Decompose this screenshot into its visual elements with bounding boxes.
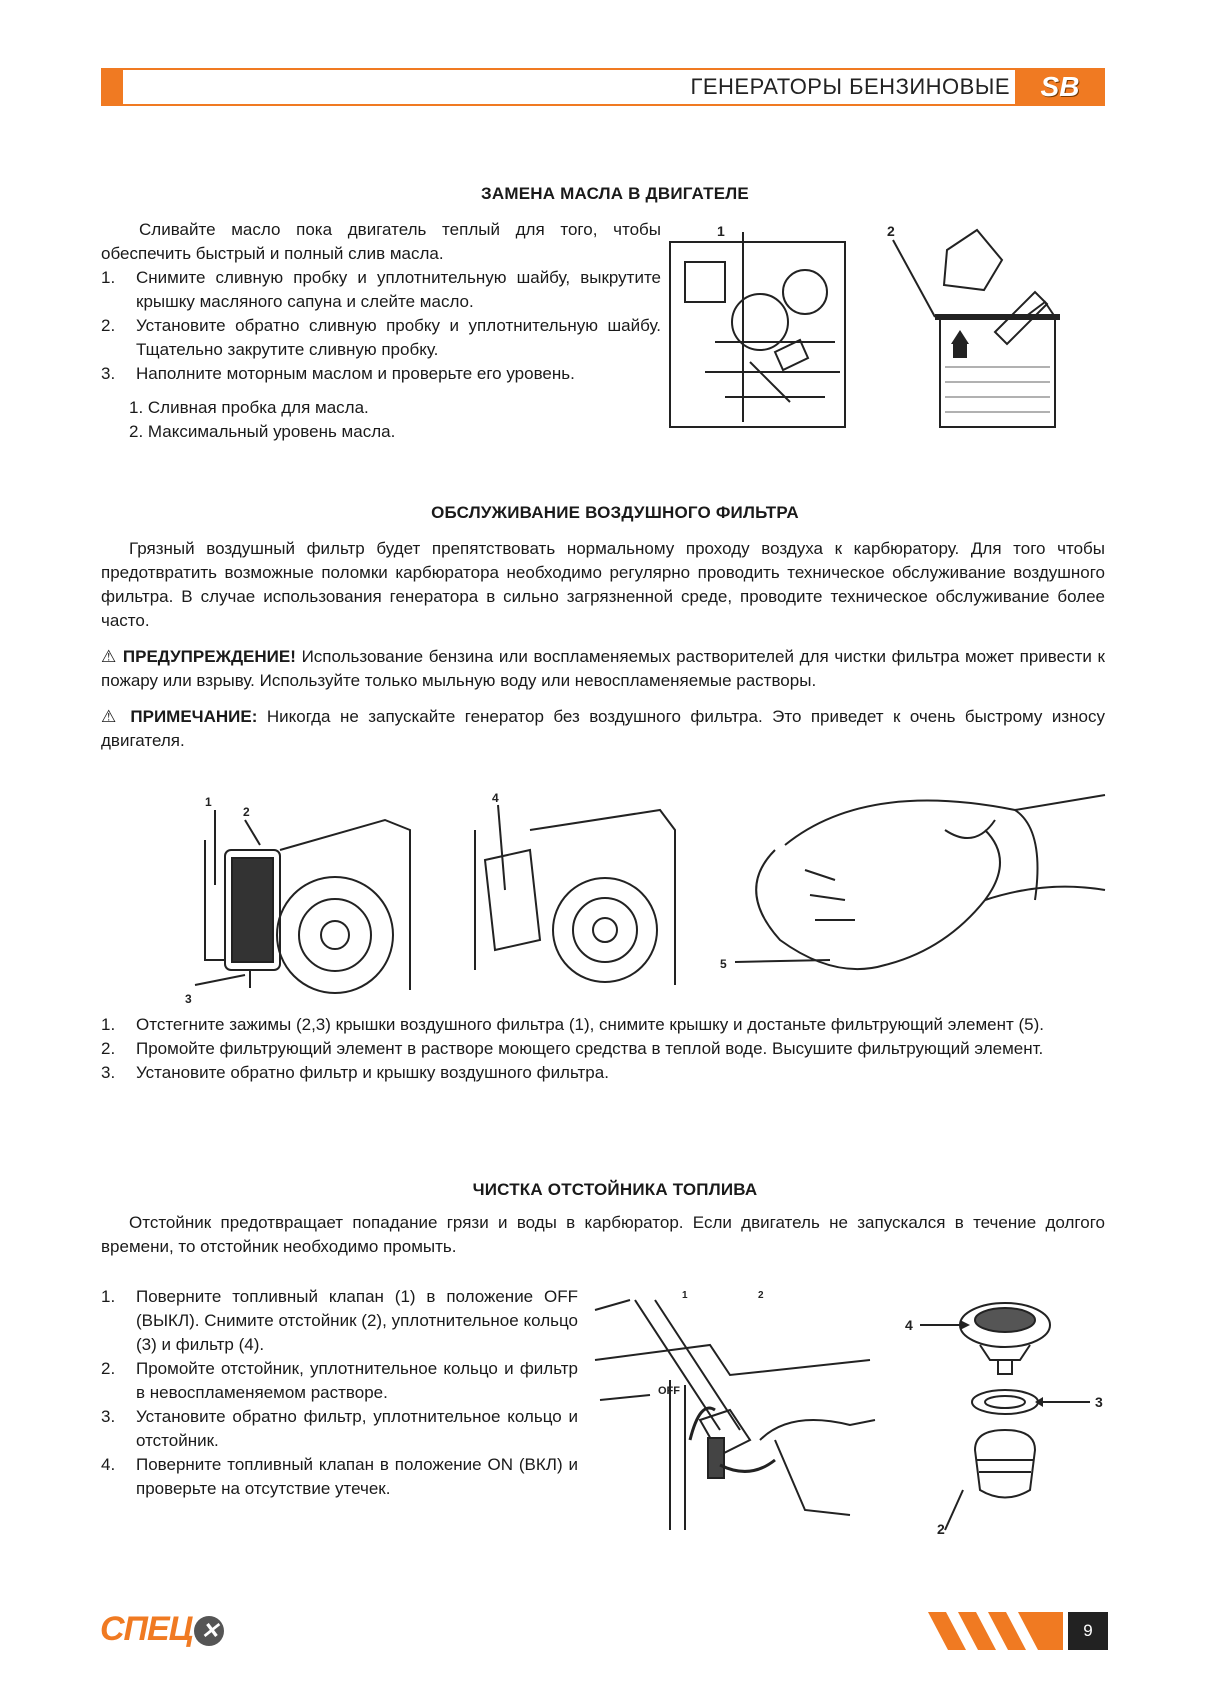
oil-legend — [101, 396, 661, 444]
warning-label: ПРЕДУПРЕЖДЕНИЕ! — [122, 647, 296, 666]
step-text: Установите обратно фильтр и крышку воздушного фильтра. — [136, 1063, 609, 1082]
fuel-step — [101, 1357, 578, 1405]
note-text: Никогда не запускайте генератор без воздушного фильтра. Это приведет к очень быстрому износу двигателя. — [101, 707, 1105, 750]
warning-icon: ⚠ — [101, 647, 118, 666]
air-step — [101, 1037, 1105, 1061]
fig-label: 2 — [937, 1521, 945, 1535]
fig-label: 2 — [243, 805, 250, 819]
air-filter-figure-1 — [185, 790, 415, 1005]
step-text: Снимите сливную пробку и уплотнительную шайбу, выкрутите крышку масляного сапуна и слейте масло. — [136, 268, 661, 311]
fig-label: 1 — [682, 1290, 688, 1301]
oil-step — [101, 314, 661, 362]
step-text: Поверните топливный клапан в положение ON (ВКЛ) и проверьте на отсутствие утечек. — [136, 1455, 578, 1498]
step-number: 1. — [101, 1015, 116, 1034]
step-text: Поверните топливный клапан (1) в положение OFF (ВЫКЛ). Снимите отстойник (2), уплотнительное кольцо (3) и фильтр (4). — [136, 1287, 578, 1354]
step-number: 1. — [101, 1287, 116, 1306]
step-number: 3. — [101, 1407, 116, 1426]
air-note — [101, 705, 1105, 753]
header-badge: SB — [1015, 68, 1105, 106]
fuel-intro: Отстойник предотвращает попадание грязи и воды в карбюратор. Если двигатель не запускался в течение долгого времени, то отстойник необходимо промыть. — [101, 1213, 1105, 1256]
fig-label: 1 — [717, 223, 725, 239]
page-number: 9 — [1068, 1612, 1108, 1650]
step-number: 2. — [101, 1359, 116, 1378]
air-heading: ОБСЛУЖИВАНИЕ ВОЗДУШНОГО ФИЛЬТРА — [431, 503, 799, 522]
step-number: 4. — [101, 1455, 116, 1474]
legend-item: 1. Сливная пробка для масла. — [129, 398, 369, 417]
fig-label: 3 — [185, 992, 192, 1005]
step-number: 1. — [101, 268, 116, 287]
fuel-step — [101, 1405, 578, 1453]
fuel-steps-block — [101, 1285, 578, 1501]
fuel-text-block — [101, 1211, 1105, 1259]
fuel-bowl-parts-figure — [895, 1290, 1110, 1535]
air-text-block — [101, 537, 1105, 753]
step-number: 3. — [101, 1063, 116, 1082]
step-text: Установите обратно сливную пробку и уплотнительную шайбу. Тщательно закрутите сливную пробку. — [136, 316, 661, 359]
fuel-step — [101, 1453, 578, 1501]
air-step — [101, 1061, 1105, 1085]
fig-label: 2 — [758, 1290, 764, 1301]
warning-text: Использование бензина или воспламеняемых растворителей для чистки фильтра может привести к пожару или взрыву. Используйте только мыльную воду или невоспламеняемые растворы. — [101, 647, 1105, 690]
fig-label: 4 — [492, 791, 499, 805]
legend-item: 2. Максимальный уровень масла. — [129, 422, 396, 441]
oil-intro: Сливайте масло пока двигатель теплый для того, чтобы обеспечить быстрый и полный слив масла. — [101, 220, 661, 263]
warning-icon: ⚠ — [101, 707, 121, 726]
fig-label: 5 — [720, 957, 727, 971]
oil-text-block — [101, 218, 661, 444]
note-label: ПРИМЕЧАНИЕ: — [130, 707, 258, 726]
step-number: 2. — [101, 1039, 116, 1058]
fig-label: 2 — [887, 223, 895, 239]
footer-stripes — [928, 1612, 1063, 1655]
air-step — [101, 1013, 1105, 1037]
step-text: Промойте фильтрующий элемент в растворе моющего средства в теплой воде. Высушите фильтрующий элемент. — [136, 1039, 1044, 1058]
oil-steps — [101, 266, 661, 386]
fig-label: 4 — [905, 1317, 913, 1333]
step-number: 3. — [101, 364, 116, 383]
oil-drain-figure — [665, 222, 1110, 432]
header-title: ГЕНЕРАТОРЫ БЕНЗИНОВЫЕ — [690, 74, 1010, 99]
fuel-heading: ЧИСТКА ОТСТОЙНИКА ТОПЛИВА — [472, 1180, 758, 1199]
air-intro: Грязный воздушный фильтр будет препятствовать нормальному проходу воздуха к карбюратору. Для того чтобы предотвратить возможные поломки карбюратора необходимо регулярно проводить техническое обслуживание воздушного фильтра. В случае использования генератора в сильно загрязненной среде, проводите техническое обслуживание более часто. — [101, 539, 1105, 630]
oil-step — [101, 362, 661, 386]
step-text: Наполните моторным маслом и проверьте его уровень. — [136, 364, 575, 383]
air-filter-figure-3 — [715, 790, 1110, 990]
oil-heading: ЗАМЕНА МАСЛА В ДВИГАТЕЛЕ — [481, 184, 749, 203]
air-steps-block — [101, 1013, 1105, 1085]
oil-step — [101, 266, 661, 314]
air-filter-figure-2 — [470, 790, 680, 995]
step-number: 2. — [101, 316, 116, 335]
air-steps — [101, 1013, 1105, 1085]
fig-label: 1 — [205, 795, 212, 809]
fig-label: OFF — [658, 1385, 680, 1397]
air-warning — [101, 645, 1105, 693]
fuel-steps — [101, 1285, 578, 1501]
gear-icon: ✕ — [194, 1616, 224, 1646]
fig-label: 3 — [1095, 1394, 1103, 1410]
logo-text: СПЕЦ — [100, 1610, 193, 1648]
brand-logo — [100, 1610, 224, 1649]
step-text: Отстегните зажимы (2,3) крышки воздушного фильтра (1), снимите крышку и достаньте фильтрующий элемент (5). — [136, 1015, 1044, 1034]
step-text: Установите обратно фильтр, уплотнительное кольцо и отстойник. — [136, 1407, 578, 1450]
step-text: Промойте отстойник, уплотнительное кольцо и фильтр в невоспламеняемом растворе. — [136, 1359, 578, 1402]
fuel-valve-figure — [590, 1290, 880, 1535]
fuel-step — [101, 1285, 578, 1357]
